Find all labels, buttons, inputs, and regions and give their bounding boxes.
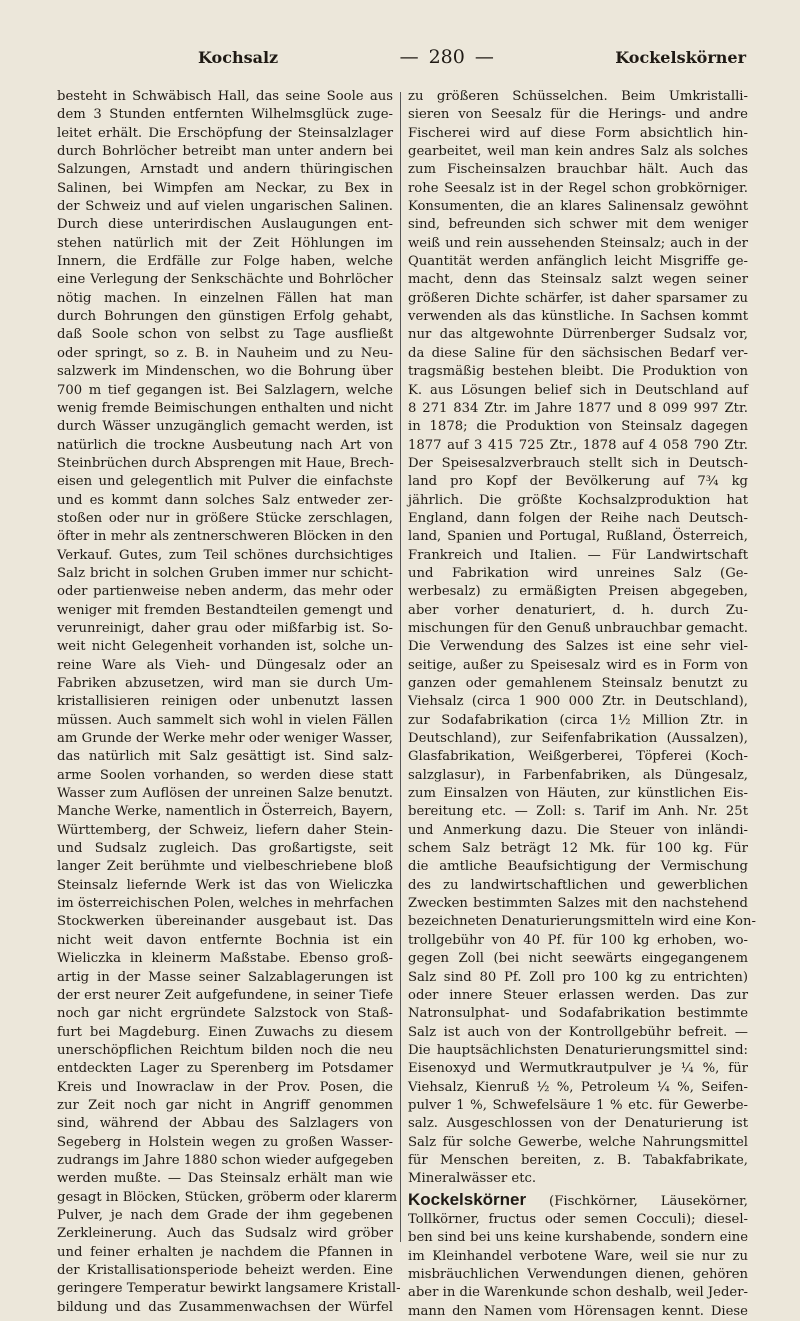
text-line: Pulver, je nach dem Grade der ihm gegebenen — [57, 1207, 393, 1223]
entry-headword: Kockelskörner — [408, 1189, 527, 1209]
text-line: oder partienweise neben anderm, das mehr oder — [57, 584, 393, 600]
text-line: Zerkleinerung. Auch das Sudsalz wird gröber — [57, 1226, 393, 1242]
text-line: Salz für solche Gewerbe, welche Nahrungsmittel — [408, 1134, 748, 1150]
text-line: Deutschland), zur Seifenfabrikation (Aussalzen), — [408, 731, 748, 747]
text-line: und Sudsalz zugleich. Das großartigste, seit — [57, 841, 393, 857]
text-line: gearbeitet, weil man kein andres Salz als solches — [408, 144, 748, 160]
text-line: seitige, außer zu Speisesalz wird es in Form von — [408, 657, 748, 673]
text-line: Steinbrüchen durch Absprengen mit Haue, Brech- — [57, 455, 394, 471]
entry-first-line — [408, 1191, 748, 1211]
text-line: bereitung etc. — Zoll: s. Tarif im Anh. Nr. 25t — [408, 804, 748, 820]
text-line: arme Soolen vorhanden, so werden diese statt — [57, 767, 393, 783]
text-line: trollgebühr von 40 Pf. für 100 kg erhoben, wo- — [408, 932, 748, 948]
text-line: zum Einsalzen von Häuten, zur künstlichen Eis- — [408, 786, 748, 802]
text-line: salz. Ausgeschlossen von der Denaturierung ist — [408, 1116, 748, 1132]
page-number-group: — 280 — — [399, 46, 494, 68]
text-line: ganzen oder gemahlenem Steinsalz benutzt zu — [408, 676, 748, 691]
text-line: noch gar nicht ergründete Salzstock von Staß- — [57, 1006, 393, 1022]
text-line: werbesalz) zu ermäßigten Preisen abgegeben, — [408, 584, 748, 600]
text-line: eine Verlegung der Senkschächte und Bohrlöcher — [57, 272, 393, 288]
text-line: und feiner erhalten je nachdem die Pfannen in — [57, 1244, 393, 1260]
text-line: Eisenoxyd und Wermutkrautpulver je ¼ %, für — [408, 1061, 748, 1077]
text-line: Die Verwendung des Salzes ist eine sehr viel- — [408, 639, 748, 655]
text-line: Verkauf. Gutes, zum Teil schönes durchsichtiges — [57, 547, 393, 563]
text-line: zur Zeit noch gar nicht in Angriff genommen — [57, 1097, 393, 1113]
column-divider — [400, 92, 401, 1242]
page-number: 280 — [428, 46, 465, 68]
text-line: sind, befreunden sich schwer mit dem weniger — [408, 217, 748, 233]
text-line: Tollkörner, fructus oder semen Cocculi); diesel- — [408, 1211, 748, 1227]
text-line: furt bei Magdeburg. Einen Zuwachs zu diesem — [57, 1024, 393, 1040]
running-header — [198, 46, 746, 72]
text-line: gegen Zoll (bei nicht seewärts eingegangenem — [408, 951, 748, 967]
text-line: öfter in mehr als zentnerschweren Blöcken in den — [57, 529, 393, 545]
text-line: bildung und das Zusammenwachsen der Würfel — [57, 1299, 393, 1315]
text-line: für Menschen bereiten, z. B. Tabakfabrikate, — [408, 1152, 748, 1168]
text-line: da diese Saline für den sächsischen Bedarf ver- — [408, 345, 748, 361]
text-line: 8 271 834 Ztr. im Jahre 1877 und 8 099 997 Ztr. — [408, 400, 748, 416]
text-line: zur Sodafabrikation (circa 1½ Million Ztr. in — [408, 712, 748, 728]
text-line: kristallisieren reinigen oder unbenutzt lassen — [57, 694, 393, 710]
text-line: eisen und gelegentlich mit Pulver die einfachste — [57, 474, 393, 490]
text-line: Quantität werden anfänglich leicht Misgriffe ge- — [408, 254, 748, 270]
text-line: stoßen oder nur in größere Stücke zerschlagen, — [57, 510, 393, 526]
text-line: tragsmäßig bestehen bleibt. Die Produktion von — [408, 364, 748, 380]
text-line: die amtliche Beaufsichtigung der Vermischung — [408, 859, 748, 875]
text-line: weiß und rein aussehenden Steinsalz; auch in der — [408, 235, 748, 251]
text-line: Manche Werke, namentlich in Österreich, Bayern, — [57, 804, 393, 820]
text-line: und Anmerkung dazu. Die Steuer von inländi- — [408, 822, 748, 838]
text-line: Salzungen, Arnstadt und andern thüringischen — [57, 162, 393, 178]
text-line: am Grunde der Werke mehr oder weniger Wasser, — [57, 731, 393, 747]
text-line: jährlich. Die größte Kochsalzproduktion hat — [408, 492, 748, 508]
text-line: zudrangs im Jahre 1880 schon wieder aufgegeben — [57, 1152, 394, 1168]
text-line: Die hauptsächlichsten Denaturierungsmittel sind: — [408, 1042, 748, 1058]
text-line: misbräuchlichen Verwendungen dienen, gehören — [408, 1267, 748, 1282]
text-line: leitet erhält. Die Erschöpfung der Steinsalzlager — [57, 125, 393, 141]
text-line: England, dann folgen der Reihe nach Deutsch- — [408, 510, 748, 526]
text-line: langer Zeit berühmte und vielbeschriebene bloß — [57, 859, 393, 875]
text-line: mann den Namen vom Hörensagen kennt. Diese — [408, 1303, 748, 1319]
text-line: Glasfabrikation, Weißgerberei, Töpferei (Koch- — [408, 749, 748, 765]
text-line: oder springt, so z. B. in Nauheim und zu Neu- — [57, 345, 393, 361]
text-line: 1877 auf 3 415 725 Ztr., 1878 auf 4 058 790 Ztr. — [408, 437, 748, 453]
text-line: und Fabrikation wird unreines Salz (Ge- — [408, 565, 748, 581]
text-line: Viehsalz (circa 1 900 000 Ztr. in Deutschland), — [408, 694, 748, 710]
right-column — [408, 88, 756, 1321]
text-line: nicht weit davon entfernte Bochnia ist ein — [57, 932, 393, 948]
text-line: dem 3 Stunden entfernten Wilhelmsglück zuge- — [57, 107, 393, 123]
text-line: Kreis und Inowraclaw in der Prov. Posen, die — [57, 1079, 393, 1095]
text-line: und es kommt dann solches Salz entweder zer- — [57, 492, 393, 508]
text-line: der erst neurer Zeit aufgefundene, in seiner Tiefe — [57, 987, 393, 1003]
text-line: Natronsulphat- und Sodafabrikation bestimmte — [408, 1006, 748, 1022]
text-line: geringere Temperatur bewirkt langsamere Kristall- — [57, 1281, 401, 1297]
text-line: weit nicht Gelegenheit vorhanden ist, solche un- — [57, 639, 393, 655]
text-line: Württemberg, der Schweiz, liefern daher Stein- — [57, 822, 393, 838]
text-line: müssen. Auch sammelt sich wohl in vielen Fällen — [57, 712, 393, 728]
text-line: zum Fischeinsalzen brauchbar hält. Auch das — [408, 162, 748, 178]
text-line: unerschöpflichen Reichtum bilden noch die neu — [57, 1042, 393, 1058]
text-line: gesagt in Blöcken, Stücken, gröberm oder klarerm — [57, 1189, 398, 1205]
text-line: daß Soole schon von selbst zu Tage ausfließt — [57, 327, 393, 343]
text-line: aber in die Warenkunde schon deshalb, weil Jeder- — [408, 1285, 748, 1301]
text-line: salzglasur), in Farbenfabriken, als Düngesalz, — [408, 767, 748, 783]
text-line: ben sind bei uns keine kurshabende, sondern eine — [408, 1230, 748, 1246]
text-line: werden mußte. — Das Steinsalz erhält man wie — [57, 1171, 393, 1187]
text-line: Steinsalz liefernde Werk ist das von Wieliczka — [57, 877, 393, 893]
text-line: Salz bricht in solchen Gruben immer nur schicht- — [57, 565, 393, 581]
text-line: Mineralwässer etc. — [408, 1171, 537, 1187]
text-line: bezeichneten Denaturierungsmitteln wird eine Kon- — [408, 914, 756, 930]
text-line: land, Spanien und Portugal, Rußland, Österreich, — [408, 529, 748, 545]
text-line: entdeckten Lager zu Sperenberg im Potsdamer — [57, 1061, 393, 1077]
text-line: Zwecken bestimmten Salzes mit den nachstehend — [408, 896, 748, 912]
text-line: Viehsalz, Kienruß ½ %, Petroleum ¼ %, Seifen- — [408, 1079, 748, 1095]
text-line: Frankreich und Italien. — Für Landwirtschaft — [408, 547, 748, 563]
header-left-word: Kochsalz — [198, 48, 279, 67]
text-line: land pro Kopf der Bevölkerung auf 7¾ kg — [408, 474, 748, 490]
text-line: durch Wässer unzugänglich gemacht werden, ist — [57, 419, 393, 435]
header-right-word: Kockelskörner — [615, 48, 746, 67]
text-line: das natürlich mit Salz gesättigt ist. Sind salz- — [57, 749, 393, 765]
text-line: in 1878; die Produktion von Steinsalz dagegen — [408, 419, 748, 435]
text-line: verwenden als das künstliche. In Sachsen kommt — [408, 309, 748, 325]
text-line: Durch diese unterirdischen Auslaugungen ent- — [57, 217, 393, 233]
text-line: wenig fremde Beimischungen enthalten und nicht — [57, 400, 393, 416]
text-line: im österreichischen Polen, welches in mehrfachen — [57, 896, 394, 912]
text-line: Fischerei wird auf diese Form absichtlich hin- — [408, 125, 748, 141]
text-line: 700 m tief gegangen ist. Bei Salzlagern, welche — [57, 382, 393, 398]
text-line: salzwerk im Mindenschen, wo die Bohrung über — [57, 364, 393, 380]
text-line: mischungen für den Genuß unbrauchbar gemacht. — [408, 620, 748, 636]
left-column — [57, 88, 401, 1317]
text-line: der Kristallisationsperiode beheizt werden. Eine — [57, 1263, 393, 1278]
text-line: K. aus Lösungen belief sich in Deutschland auf — [408, 382, 748, 398]
text-line: durch Bohrlöcher betreibt man unter andern bei — [57, 144, 393, 160]
text-line: natürlich die trockne Ausbeutung nach Art von — [57, 437, 393, 453]
text-line: macht, denn das Steinsalz salzt wegen seiner — [408, 272, 748, 288]
text-line: Salinen, bei Wimpfen am Neckar, zu Bex in — [57, 180, 393, 196]
text-line: reine Ware als Vieh- und Düngesalz oder an — [57, 657, 393, 673]
text-line: nötig machen. In einzelnen Fällen hat man — [57, 290, 393, 306]
text-line: Konsumenten, die an klares Salinensalz gewöhnt — [408, 199, 748, 215]
text-line: weniger mit fremden Bestandteilen gemengt und — [57, 602, 393, 618]
text-line: besteht in Schwäbisch Hall, das seine Soole aus — [57, 89, 393, 104]
text-line: aber vorher denaturiert, d. h. durch Zu- — [408, 602, 748, 618]
text-line: stehen natürlich mit der Zeit Höhlungen im — [57, 235, 393, 251]
text-line: nur das altgewohnte Dürrenberger Sudsalz vor, — [408, 327, 748, 343]
text-line: sieren von Seesalz für die Herings- und andre — [408, 107, 748, 123]
text-line: schem Salz beträgt 12 Mk. für 100 kg. Für — [408, 841, 748, 857]
text-line: sind, während der Abbau des Salzlagers von — [57, 1116, 393, 1132]
text-line: Fabriken abzusetzen, wird man sie durch Um- — [57, 676, 393, 691]
text-line: im Kleinhandel verbotene Ware, weil sie nur zu — [408, 1248, 748, 1264]
text-line: der Schweiz und auf vielen ungarischen Salinen. — [57, 199, 393, 215]
text-line: Wieliczka in kleinerm Maßstabe. Ebenso groß- — [57, 951, 393, 967]
text-line: pulver 1 %, Schwefelsäure 1 % etc. für Gewerbe- — [408, 1097, 748, 1113]
text-line: Der Speisesalzverbrauch stellt sich in Deutsch- — [408, 455, 748, 471]
text-line: durch Bohrungen den günstigen Erfolg gehabt, — [57, 309, 393, 325]
text-line: Segeberg in Holstein wegen zu großen Wasser- — [57, 1134, 393, 1150]
text-line: Salz ist auch von der Kontrollgebühr befreit. — — [408, 1024, 748, 1040]
text-line: Salz sind 80 Pf. Zoll pro 100 kg zu entrichten) — [408, 969, 748, 985]
text-line: Wasser zum Auflösen der unreinen Salze benutzt. — [57, 786, 393, 802]
text-line: artig in der Masse seiner Salzablagerungen ist — [57, 969, 393, 985]
entry-first-line-text: (Fischkörner, Läusekörner, — [526, 1193, 748, 1209]
text-line: des zu landwirtschaftlichen und gewerblichen — [408, 877, 748, 893]
text-line: größeren Dichte schärfer, ist daher sparsamer zu — [408, 290, 748, 306]
text-line: oder innere Steuer erlassen werden. Das zur — [408, 987, 748, 1003]
text-line: Innern, die Erdfälle zur Folge haben, welche — [57, 254, 393, 270]
text-line: verunreinigt, daher grau oder mißfarbig ist. So- — [57, 620, 393, 636]
text-line: Stockwerken übereinander ausgebaut ist. Das — [57, 914, 393, 930]
text-line: rohe Seesalz ist in der Regel schon grobkörniger. — [408, 180, 748, 196]
text-line: zu größeren Schüsselchen. Beim Umkristalli- — [408, 89, 748, 104]
